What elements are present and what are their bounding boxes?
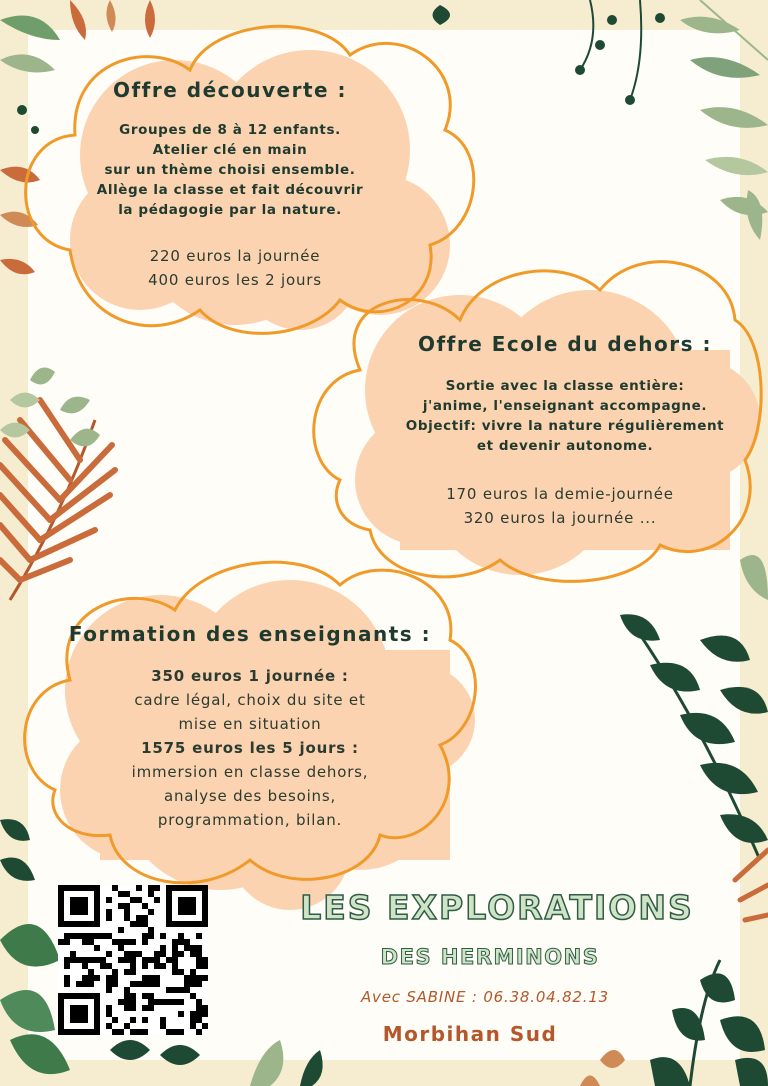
offer-discovery-prices [85, 244, 385, 292]
offer-discovery-description [60, 120, 400, 220]
offer-discovery-line: Allège la classe et fait découvrir [96, 182, 364, 198]
offer-outdoor-description [372, 376, 758, 456]
qr-code-icon [58, 885, 208, 1035]
training-details [70, 664, 430, 832]
leaf-decoration-icon [620, 555, 768, 920]
training-one-day-line: mise en situation [178, 715, 322, 733]
offer-outdoor-line: Sortie avec la classe entière: [445, 378, 685, 394]
training-five-days-line: programmation, bilan. [157, 811, 343, 829]
region-label: Morbihan Sud [382, 1022, 558, 1046]
offer-outdoor-price: 320 euros la journée ... [463, 509, 657, 527]
leaf-decoration-icon [433, 0, 768, 240]
training-one-day-title: 350 euros 1 journée : [151, 667, 349, 685]
offer-outdoor-line: j'anime, l'enseignant accompagne. [422, 398, 708, 414]
training-title: Formation des enseignants : [68, 622, 432, 646]
offer-outdoor-price: 170 euros la demie-journée [446, 485, 674, 503]
offer-outdoor-line: et devenir autonome. [476, 438, 654, 454]
brand-subtitle: DES HERMINONS [380, 945, 600, 969]
training-one-day-line: cadre légal, choix du site et [134, 691, 366, 709]
offer-outdoor-line: Objectif: vivre la nature régulièrement [405, 418, 725, 434]
contact-phone: Avec SABINE : 06.38.04.82.13 [360, 988, 610, 1006]
training-five-days-line: immersion en classe dehors, [131, 763, 369, 781]
offer-discovery-price: 400 euros les 2 jours [148, 271, 322, 289]
training-five-days-line: analyse des besoins, [163, 787, 337, 805]
offer-discovery-line: sur un thème choisi ensemble. [104, 162, 356, 178]
offer-outdoor-title: Offre Ecole du dehors : [417, 332, 713, 356]
offer-discovery-title: Offre découverte : [112, 78, 348, 102]
offer-discovery-line: Atelier clé en main [152, 142, 308, 158]
training-five-days-title: 1575 euros les 5 jours : [141, 739, 359, 757]
leaf-decoration-icon [0, 368, 115, 601]
leaf-decoration-icon [580, 960, 768, 1086]
offer-discovery-price: 220 euros la journée [149, 247, 321, 265]
offer-discovery-line: Groupes de 8 à 12 enfants. [119, 122, 341, 138]
brand-title: LES EXPLORATIONS [300, 888, 694, 927]
offer-discovery-line: la pédagogie par la nature. [118, 202, 342, 218]
offer-outdoor-prices [410, 482, 710, 530]
